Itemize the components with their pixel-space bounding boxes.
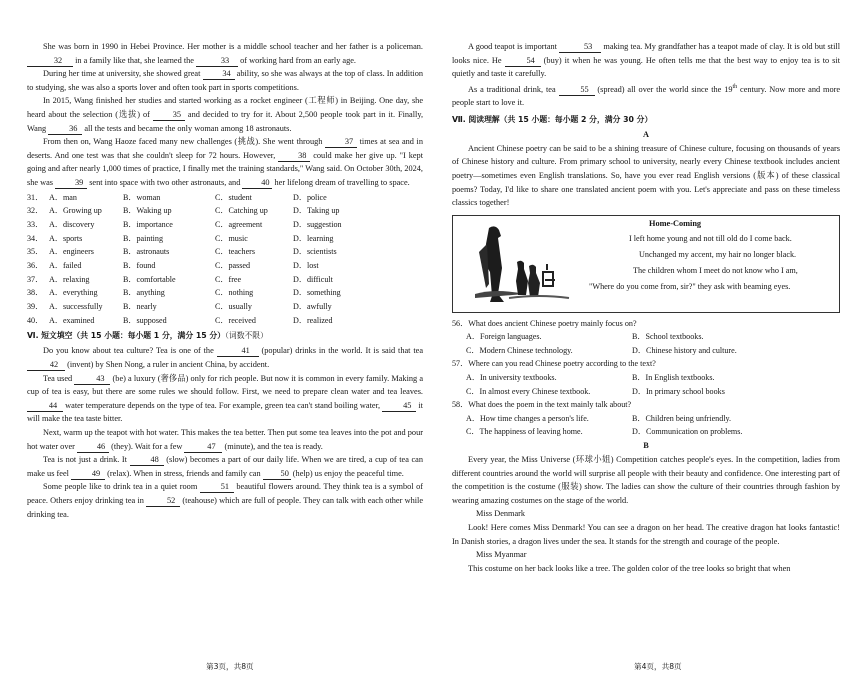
option-row	[27, 286, 423, 300]
option-choice[interactable]: B．School textbooks.	[632, 332, 704, 342]
text: In 2015, Wang finished her studies and started working as a rocket engineer (工程师) in Beijing. One day, she heard about the selection (选拔) of	[27, 96, 423, 119]
option-choice[interactable]: B．woman	[123, 192, 161, 202]
section-note: （词数不限）	[225, 331, 268, 341]
blank-55[interactable]: 55	[559, 84, 595, 96]
option-choice[interactable]: A．In university textbooks.	[466, 373, 557, 383]
fill-paragraph-6	[452, 40, 840, 81]
cloze-paragraph-2	[27, 67, 423, 94]
option-choice[interactable]: A．failed	[49, 260, 82, 270]
blank-39[interactable]: 39	[55, 177, 87, 189]
blank-53[interactable]: 53	[559, 41, 601, 53]
option-choice[interactable]: B．supposed	[123, 315, 167, 325]
fill-paragraph-2	[27, 372, 423, 426]
option-choice[interactable]: D．Chinese history and culture.	[632, 345, 737, 355]
option-row	[27, 259, 423, 273]
option-row	[452, 425, 840, 439]
option-choice[interactable]: D．awfully	[293, 302, 332, 312]
blank-54[interactable]: 54	[505, 55, 541, 67]
option-row	[452, 385, 840, 399]
option-choice[interactable]: C．passed	[215, 260, 251, 270]
option-choice[interactable]: D．Communication on problems.	[632, 427, 743, 437]
option-choice[interactable]: C．student	[215, 192, 252, 202]
option-choice[interactable]: B．importance	[123, 219, 173, 229]
passage-a-text: Ancient Chinese poetry can be said to be a shining treasure of Chinese culture, focusing on thousands of years of Chinese history and culture. From primary school to university, nearly every Chinese textbook includes ancient poetry—sometimes even English translations. So, have you ever read English versions (版本) of these classical poems? Today, I'd like to share one translated ancient poem with you. Let's appreciate and pass on these timeless classics together!	[452, 143, 840, 208]
fill-paragraph-1	[27, 344, 423, 371]
question-number: 37．	[27, 274, 44, 284]
option-choice[interactable]: D．realized	[293, 315, 333, 325]
blank-37[interactable]: 37	[325, 136, 357, 148]
hint: (spread)	[597, 84, 625, 94]
text: drinks in the world. It is said that tea	[295, 346, 424, 356]
text: Tea used	[43, 373, 73, 383]
text: (they). Wait for a few	[111, 441, 183, 451]
poem-title: Home-Coming	[649, 218, 702, 228]
option-choice[interactable]: B．nearly	[123, 302, 157, 312]
passage-b-myanmar: This costume on her back looks like a tree. The golden color of the tree looks so bright that when	[468, 563, 791, 573]
option-choice[interactable]: C．teachers	[215, 247, 256, 257]
option-choice[interactable]: B．In English textbooks.	[632, 373, 715, 383]
option-choice[interactable]: C．agreement	[215, 219, 263, 229]
text: in a family like that, she learned the	[75, 55, 194, 65]
text: all over the world since the 19	[627, 84, 733, 94]
option-choice[interactable]: B．Children being unfriendly.	[632, 413, 732, 423]
option-choice[interactable]: B．comfortable	[123, 274, 176, 284]
text: century. Now more and more people start to love it.	[452, 84, 841, 108]
hint: (buy)	[543, 55, 562, 65]
option-row	[27, 218, 423, 232]
question-number: 31．	[27, 192, 44, 202]
option-choice[interactable]: D．scientists	[293, 247, 337, 257]
blank-35[interactable]: 35	[153, 109, 185, 121]
fill-paragraph-5	[27, 480, 423, 521]
option-choice[interactable]: A．successfully	[49, 302, 103, 312]
blank-43[interactable]: 43	[74, 373, 110, 385]
question-list	[452, 317, 840, 439]
text: which are full of people. They can talk with each other while drinking tea.	[27, 495, 424, 519]
option-choice[interactable]: B．Waking up	[123, 206, 172, 216]
superscript: th	[732, 83, 738, 90]
text: Do you know about tea culture? Tea is one of the	[43, 346, 214, 356]
option-choice[interactable]: D．police	[293, 192, 327, 202]
option-choice[interactable]: D．In primary school books	[632, 386, 725, 396]
text: making tea. My grandfather has a teapot made of clay. It is old but still looks nice. He	[452, 42, 841, 65]
option-choice[interactable]: A．sports	[49, 233, 83, 243]
subheading-miss-myanmar: Miss Myanmar	[476, 550, 527, 560]
question-number: 32．	[27, 206, 44, 216]
text: She was born in 1990 in Hebei Province. Her mother is a middle school teacher and her father is a policeman.	[43, 42, 423, 51]
cloze-paragraph-4	[27, 135, 423, 189]
option-choice[interactable]: C．usually	[215, 302, 252, 312]
text: A good teapot is important	[468, 42, 557, 51]
section-6-heading	[27, 329, 423, 343]
blank-46[interactable]: 46	[77, 441, 109, 453]
blank-45[interactable]: 45	[382, 400, 416, 412]
blank-49[interactable]: 49	[71, 468, 105, 480]
fill-paragraph-4	[27, 453, 423, 480]
hint: (be)	[112, 373, 126, 383]
passage-a-label: A	[643, 129, 649, 139]
poem-illustration	[459, 222, 581, 308]
blank-38[interactable]: 38	[278, 150, 310, 162]
option-choice[interactable]: A．examined	[49, 315, 95, 325]
option-choice[interactable]: B．anything	[123, 288, 165, 298]
right-column	[452, 40, 840, 575]
question-stem: 58．What does the poem in the text mainly talk about?	[452, 400, 632, 410]
option-choice[interactable]: A．Growing up	[49, 206, 102, 216]
blank-51[interactable]: 51	[200, 481, 234, 493]
option-row	[27, 273, 423, 287]
text: could make her give up. "I kept going and after nearly 1,000 times of practice, I finally met the training standards," Wang said. On October 30th, 2024, she was	[27, 150, 423, 187]
blank-33[interactable]: 33	[196, 55, 238, 67]
blank-41[interactable]: 41	[217, 345, 259, 357]
option-choice[interactable]: A．man	[49, 192, 77, 202]
text: , and the tea is ready.	[253, 441, 323, 451]
text: During her time at university, she showed great	[43, 69, 201, 79]
poem-box	[452, 215, 840, 313]
question-number: 34．	[27, 233, 44, 243]
option-choice[interactable]: A．discovery	[49, 219, 95, 229]
option-choice[interactable]: C．music	[215, 233, 248, 243]
option-choice[interactable]: D．learning	[293, 233, 334, 243]
poem-line-1: I left home young and not till old do I come back.	[629, 233, 792, 243]
option-row	[27, 245, 423, 259]
option-choice[interactable]: A．Foreign languages.	[466, 332, 542, 342]
text: ability, so she was always at the top of class. In addition to studying, she was also a sports lover and often took part in sports competitions.	[27, 69, 424, 92]
blank-44[interactable]: 44	[27, 400, 63, 412]
section-title: Ⅵ. 短文填空（共 15 小题：每小题 1 分，满分 15 分）	[27, 331, 225, 341]
poem-line-4: "Where do you come from, sir?" they ask with beaming eyes.	[589, 281, 791, 291]
page-number-left: 第3页，共8页	[206, 662, 254, 671]
question-number: 35．	[27, 247, 44, 257]
question-stem: 57．Where can you read Chinese poetry according to the text?	[452, 359, 656, 369]
text: water temperature depends on the type of tea. For example, green tea can't stand boiling water,	[65, 400, 381, 410]
option-choice[interactable]: D．difficult	[293, 274, 333, 284]
cloze-paragraph-3	[27, 94, 423, 135]
text: From then on, Wang Haoze faced many new challenges (挑战). She went through	[43, 137, 323, 147]
text: a luxury (奢侈品) only for rich people. But now it is common in every family. Making a cup of tea is easy, but there are some rules we should follow. First, we need to prepare clean water and tea leaves.	[27, 373, 424, 397]
left-column	[27, 40, 423, 521]
blank-40[interactable]: 40	[242, 177, 272, 189]
fill-paragraph-3	[27, 426, 423, 453]
hint: (teahouse)	[182, 495, 217, 505]
text: and decided to try for it. About 2,500 people took part in it. Finally, Wang	[27, 109, 424, 133]
question-number: 36．	[27, 260, 44, 270]
passage-b-denmark: Look! Here comes Miss Denmark! You can see a dragon on her head. The creative dragon hat looks fantastic! In Danish stories, a dragon lives under the sea. It stands for the strength and courage of the people.	[452, 523, 840, 546]
option-choice[interactable]: D．lost	[293, 260, 319, 270]
option-choice[interactable]: A．relaxing	[49, 274, 90, 284]
question-number: 39．	[27, 302, 44, 312]
poem-line-2: Unchanged my accent, my hair no longer black.	[639, 249, 797, 259]
option-choice[interactable]: D．Taking up	[293, 206, 340, 216]
hint: (minute)	[224, 441, 254, 451]
option-choice[interactable]: D．suggestion	[293, 219, 342, 229]
text: Tea is not just a drink. It	[43, 455, 127, 465]
text: As a traditional drink, tea	[468, 84, 556, 94]
hint: (help)	[292, 468, 313, 478]
option-choice[interactable]: C．free	[215, 274, 242, 284]
text: (invent) by Shen Nong, a ruler in ancient China, by accident.	[67, 360, 270, 369]
question-number: 40．	[27, 315, 44, 325]
text: it when he was young. He often tells me that the best way to enjoy tea is to sit quietly and taste it carefully.	[452, 55, 841, 79]
option-choice[interactable]: A．How time changes a person's life.	[466, 413, 589, 423]
option-choice[interactable]: D．something	[293, 288, 341, 298]
option-row	[27, 314, 423, 328]
blank-50[interactable]: 50	[263, 468, 291, 480]
option-row	[452, 344, 840, 358]
cloze-options	[27, 191, 423, 328]
subheading-miss-denmark: Miss Denmark	[476, 509, 526, 519]
option-choice[interactable]: A．everything	[49, 288, 98, 298]
option-choice[interactable]: C．Modern Chinese technology.	[466, 345, 573, 355]
question-number: 33．	[27, 219, 44, 229]
text: all the tests and became the only woman among 18 astronauts.	[84, 123, 292, 133]
passage-b-label: B	[643, 441, 649, 451]
section-7-heading: Ⅶ. 阅读理解（共 15 小题：每小题 2 分，满分 30 分）	[452, 114, 653, 124]
option-choice[interactable]: B．astronauts	[123, 247, 170, 257]
question-stem: 56．What does ancient Chinese poetry mainly focus on?	[452, 318, 637, 328]
text: it will make the tea taste bitter.	[27, 400, 423, 424]
option-row	[27, 232, 423, 246]
option-choice[interactable]: C．nothing	[215, 288, 254, 298]
text: beautiful flowers around. They think tea is a symbol of peace. Others enjoy drinking tea in	[27, 482, 424, 505]
text: (slow) becomes a part of our daily life. When we are tired, a cup of tea can make us feel	[27, 455, 424, 478]
text: of working hard from an early age.	[240, 55, 357, 65]
text: us enjoy the peaceful time.	[314, 468, 404, 478]
cloze-paragraph-1	[27, 40, 423, 67]
option-choice[interactable]: B．found	[123, 260, 156, 270]
option-choice[interactable]: C．Catching up	[215, 206, 268, 216]
hint: (popular)	[261, 346, 293, 356]
blank-36[interactable]: 36	[48, 123, 82, 135]
text: Next, warm up the teapot with hot water. This makes the tea better. Then put some tea leaves into the pot and pour hot water over	[27, 427, 423, 451]
page-number-right: 第4页，共8页	[634, 662, 682, 671]
text: her lifelong dream of travelling to space.	[274, 177, 410, 187]
option-row	[27, 204, 423, 218]
passage-b-intro: Every year, the Miss Universe (环球小姐) Competition catches people's eyes. In the competition, ladies from different countries around the world will surprise all people with their beauty and confidence. One interesting part of the competition is the costume (服装) show. The ladies can show the culture of their countries through fashion by wearing amazing costumes on the stage of the world.	[452, 455, 840, 505]
option-choice[interactable]: C．In almost every Chinese textbook.	[466, 386, 591, 396]
text: Some people like to drink tea in a quiet room	[43, 482, 198, 492]
fill-paragraph-7	[452, 81, 840, 110]
option-row	[27, 191, 423, 205]
option-row	[452, 330, 840, 344]
text: sent into space with two other astronauts, and	[89, 177, 241, 187]
blank-42[interactable]: 42	[27, 359, 65, 371]
option-choice[interactable]: B．painting	[123, 233, 164, 243]
blank-52[interactable]: 52	[146, 495, 180, 507]
option-row	[452, 412, 840, 426]
blank-32[interactable]: 32	[27, 55, 73, 67]
option-row	[27, 300, 423, 314]
poem-line-3: The children whom I meet do not know who I am,	[633, 265, 798, 275]
option-row	[452, 371, 840, 385]
question-number: 38．	[27, 288, 44, 298]
text: times at sea and in deserts. And one test was that she couldn't sleep for 72 hours. However,	[27, 137, 423, 160]
blank-34[interactable]: 34	[203, 68, 235, 80]
option-choice[interactable]: C．The happiness of leaving home.	[466, 427, 583, 437]
text: (relax). When in stress, friends and family can	[107, 468, 261, 478]
blank-48[interactable]: 48	[130, 454, 164, 466]
option-choice[interactable]: A．engineers	[49, 247, 94, 257]
option-choice[interactable]: C．received	[215, 315, 256, 325]
blank-47[interactable]: 47	[184, 441, 222, 453]
